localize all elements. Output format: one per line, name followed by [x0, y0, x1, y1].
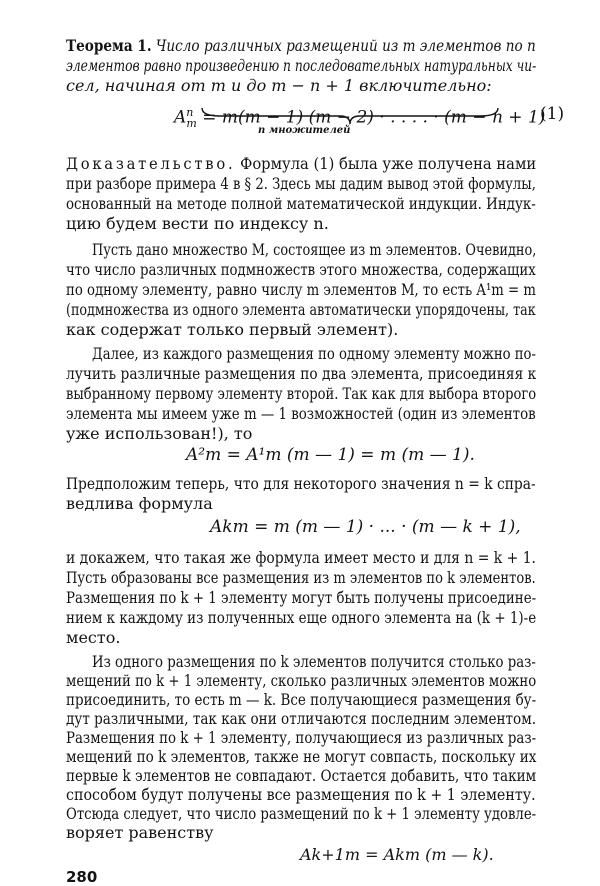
formula-1-rhs: = m(m − 1) (m − 2) · . . . . · (m − n + 1): [202, 107, 546, 128]
formula-1: $A^n_m = m(m - 1) (m - 2)$ · . . . . · (m − n + 1): [174, 106, 546, 131]
formula-4: Ak+1m = Akm (m — k).: [300, 845, 494, 864]
para3-line-2: лучить различные размещения по два элемента, присоединяя к: [66, 364, 537, 383]
para2-line-1: Пусть дано множество M, состоящее из m элементов. Очевидно,: [92, 240, 537, 259]
para6-line-9: Отсюда следует, что число размещений по k + 1 элементу удовле-: [66, 804, 537, 823]
proof-lead-word: Доказательство.: [66, 154, 236, 173]
para5-line-5: место.: [66, 628, 121, 647]
theorem-label: Теорема 1.: [66, 36, 152, 55]
para6-line-3: присоединить, то есть m — k. Все получающиеся размещения бу-: [66, 690, 537, 709]
theorem-line-2: элементов равно произведению n последовательных натуральных чи-: [66, 56, 537, 75]
para6-line-5: Размещения по k + 1 элементу, получающиеся из различных раз-: [66, 728, 537, 747]
para4-line-1: Предположим теперь, что для некоторого значения n = k спра-: [66, 474, 536, 493]
para6-line-6: мещений по k элементов, также не могут совпасть, поскольку их: [66, 747, 537, 766]
para6-line-10: воряет равенству: [66, 823, 214, 842]
proof-line-1: Доказательство. Формула (1) была уже получена нами: [66, 154, 537, 173]
equation-number: (1): [540, 104, 565, 124]
para3-line-4: элемента мы имеем уже m — 1 возможностей (один из элементов: [66, 404, 536, 423]
brace-label: n множителей: [258, 125, 351, 136]
para2-line-2: что число различных подмножеств этого множества, содержащих: [66, 260, 536, 279]
para6-line-4: дут различными, так как они отличаются последним элементом.: [66, 709, 537, 728]
para5-line-3: Размещения по k + 1 элементу могут быть получены присоедине-: [66, 588, 537, 607]
para5-line-2: Пусть образованы все размещения из m элементов по k элементов.: [66, 568, 536, 587]
para2-line-4: (подмножества из одного элемента автоматически упорядочены, так: [66, 300, 536, 319]
page-number: 280: [66, 868, 98, 886]
para2-line-5: как содержат только первый элемент).: [66, 320, 399, 339]
para6-line-2: мещений по k + 1 элементу, сколько различных элементов можно: [66, 671, 537, 690]
para6-line-7: первые k элементов не совпадают. Остается добавить, что таким: [66, 766, 537, 785]
formula-3: Akm = m (m — 1) · ... · (m — k + 1),: [210, 517, 521, 537]
theorem-line-1: [66, 36, 536, 56]
para3-line-3: выбранному первому элементу второй. Так как для выбора второго: [66, 384, 537, 403]
proof-line-4: цию будем вести по индексу n.: [66, 214, 329, 233]
para3-line-5: уже использован!), то: [66, 424, 253, 443]
para5-line-4: нием к каждому из полученных еще одного элемента на (k + 1)-е: [66, 608, 537, 627]
formula-2: A²m = A¹m (m — 1) = m (m — 1).: [186, 445, 475, 465]
theorem-text: Число различных размещений из m элементов по n: [155, 36, 536, 55]
proof-line-2: при разборе примера 4 в § 2. Здесь мы дадим вывод этой формулы,: [66, 174, 536, 193]
theorem-line-3: сел, начиная от m и до m − n + 1 включительно:: [66, 76, 492, 95]
para2-line-3: по одному элементу, равно числу m элементов M, то есть A¹m = m: [66, 280, 536, 299]
para6-line-8: способом будут получены все размещения по k + 1 элементу.: [66, 785, 536, 804]
para5-line-1: и докажем, что такая же формула имеет место и для n = k + 1.: [66, 548, 536, 567]
para4-line-2: ведлива формула: [66, 494, 213, 513]
para3-line-1: Далее, из каждого размещения по одному элементу можно по-: [92, 344, 536, 363]
para6-line-1: Из одного размещения по k элементов получится столько раз-: [92, 652, 536, 671]
proof-line-3: основанный на методе полной математической индукции. Индук-: [66, 194, 536, 213]
